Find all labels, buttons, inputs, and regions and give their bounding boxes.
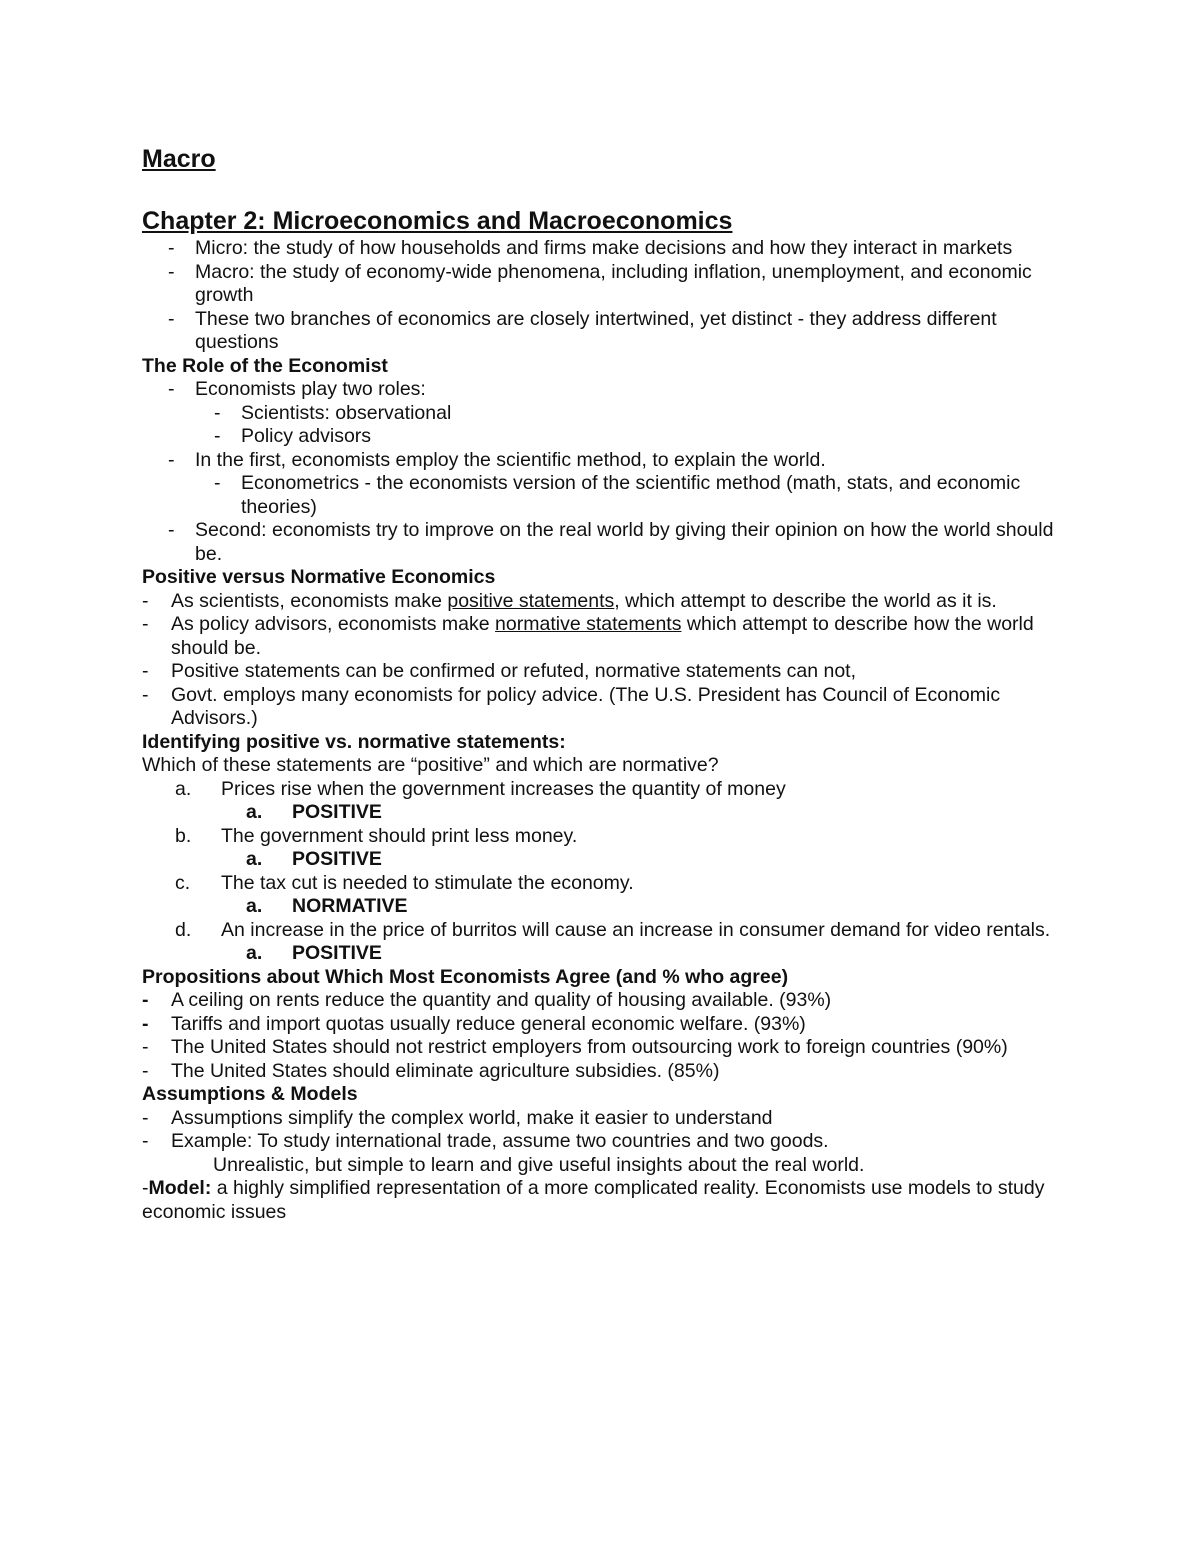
list-item: - Tariffs and import quotas usually reduce general economic welfare. (93%) xyxy=(142,1012,806,1035)
list-item: - Example: To study international trade, assume two countries and two goods. xyxy=(142,1130,829,1152)
list-item: - A ceiling on rents reduce the quantity and quality of housing available. (93%) xyxy=(142,989,832,1011)
list-item: - Govt. employs many economists for policy advice. (The U.S. President has Council of Economic Advisors.) xyxy=(142,683,1001,729)
section-heading-propositions: Propositions about Which Most Economists Agree (and % who agree) xyxy=(142,965,789,988)
document-body xyxy=(142,143,1072,1224)
sub-list-item: - Policy advisors xyxy=(214,425,372,447)
question-item: d. An increase in the price of burritos will cause an increase in consumer demand for video rentals. xyxy=(175,918,1051,941)
answer-item: a. POSITIVE xyxy=(246,848,382,870)
list-item: - Assumptions simplify the complex world, make it easier to understand xyxy=(142,1106,773,1129)
answer-item: a. POSITIVE xyxy=(246,801,382,823)
section-heading-role: The Role of the Economist xyxy=(142,354,388,377)
list-item: - Economists play two roles: xyxy=(168,378,426,400)
sub-list-item: - Scientists: observational xyxy=(214,401,452,424)
answer-item: a. NORMATIVE xyxy=(246,895,408,917)
model-term: Model: xyxy=(148,1177,212,1199)
list-item: - As scientists, economists make positive statements, which attempt to describe the world as it is. xyxy=(142,589,997,612)
list-item: - The United States should not restrict employers from outsourcing work to foreign countries (90%) xyxy=(142,1036,1008,1058)
section-heading-identify: Identifying positive vs. normative statements: xyxy=(142,730,566,753)
list-item: - Positive statements can be confirmed or refuted, normative statements can not, xyxy=(142,660,857,682)
list-item: - As policy advisors, economists make normative statements which attempt to describe how the world should be. xyxy=(142,613,1034,659)
document-title: Macro xyxy=(142,145,216,173)
section-heading-assumptions: Assumptions & Models xyxy=(142,1083,358,1105)
model-definition: -Model: a highly simplified representation of a more complicated reality. Economists use models to study economic issues xyxy=(142,1177,1045,1223)
list-item: - These two branches of economics are closely intertwined, yet distinct - they address different questions xyxy=(168,307,997,353)
question-item: a. Prices rise when the government increases the quantity of money xyxy=(175,777,786,800)
dash-marker: - xyxy=(168,260,175,283)
chapter-heading: Chapter 2: Microeconomics and Macroeconomics xyxy=(142,207,733,235)
list-item: - Macro: the study of economy-wide phenomena, including inflation, unemployment, and economic growth xyxy=(168,260,1032,306)
dash-marker: - xyxy=(168,307,175,330)
sub-list-item: - Econometrics - the economists version of the scientific method (math, stats, and economic theories) xyxy=(214,472,1021,518)
section-heading-positive-normative: Positive versus Normative Economics xyxy=(142,566,496,588)
continuation-text: Unrealistic, but simple to learn and give useful insights about the real world. xyxy=(213,1153,865,1176)
normative-statements-term: normative statements xyxy=(495,613,682,635)
list-item: - Micro: the study of how households and firms make decisions and how they interact in markets xyxy=(168,237,1013,259)
answer-item: a. POSITIVE xyxy=(246,942,382,964)
question-item: c. The tax cut is needed to stimulate the economy. xyxy=(175,871,634,894)
positive-statements-term: positive statements xyxy=(447,589,615,612)
dash-marker: - xyxy=(168,237,175,259)
question-item: b. The government should print less money. xyxy=(175,824,578,847)
list-item: - The United States should eliminate agriculture subsidies. (85%) xyxy=(142,1059,720,1082)
list-item: - In the first, economists employ the scientific method, to explain the world. xyxy=(168,448,826,471)
list-item: - Second: economists try to improve on the real world by giving their opinion on how the world should be. xyxy=(168,519,1054,565)
question-text: Which of these statements are “positive” and which are normative? xyxy=(142,754,719,776)
